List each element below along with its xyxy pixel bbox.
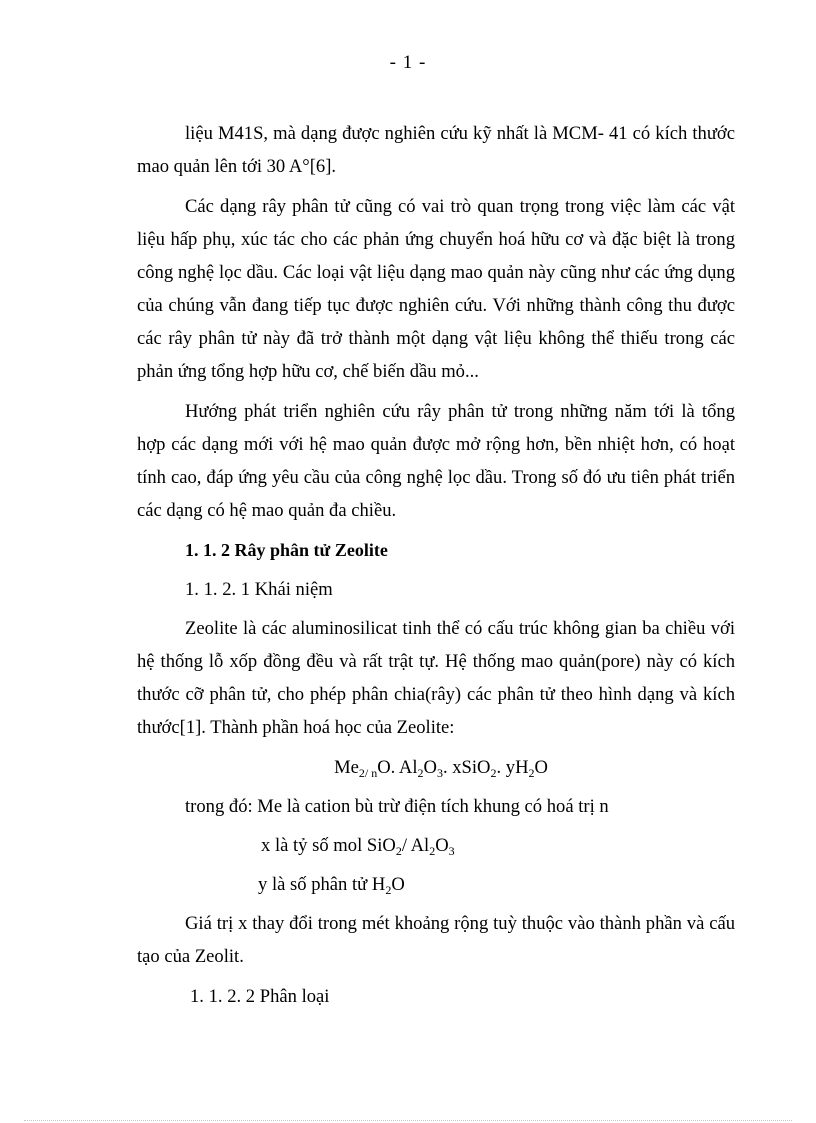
paragraph-development: Hướng phát triển nghiên cứu rây phân tử trong những năm tới là tổng hợp các dạng mới với hệ mao quản được mở rộng hơn, bền nhiệt hơn, có hoạt tính cao, đáp ứng yêu cầu của công nghệ lọc dầu. Trong số đó ưu tiên phát triển các dạng có hệ mao quản đa chiều. bbox=[137, 401, 735, 521]
document-body bbox=[137, 117, 735, 1013]
definition-x: x là tỷ số mol SiO$_2$/ $Al_2O_3$ bbox=[261, 835, 455, 858]
definition-me: trong đó: Me là cation bù trừ điện tích khung có hoá trị n bbox=[185, 796, 609, 817]
paragraph-zeolite-definition: Zeolite là các aluminosilicat tinh thể có cấu trúc không gian ba chiều với hệ thống lỗ xốp đồng đều và rất trật tự. Hệ thống mao quản(pore) này có kích thước cỡ phân tử, cho phép phân chia(rây) các phân tử theo hình dạng và kích thước[1]. Thành phần hoá học của Zeolite: bbox=[137, 618, 735, 738]
heading-zeolite-sieve: 1. 1. 2 Rây phân tử Zeolite bbox=[185, 540, 388, 560]
definition-y: y là số phân tử $H_2O$ bbox=[258, 874, 405, 897]
paragraph-mcm41: liệu M41S, mà dạng được nghiên cứu kỹ nhất là MCM- 41 có kích thước mao quản lên tới 30 A°[6]. bbox=[137, 123, 735, 177]
heading-concept: 1. 1. 2. 1 Khái niệm bbox=[185, 579, 333, 600]
paragraph-applications: Các dạng rây phân tử cũng có vai trò quan trọng trong việc làm các vật liệu hấp phụ, xúc tác cho các phản ứng chuyển hoá hữu cơ và đặc biệt là trong công nghệ lọc dầu. Các loại vật liệu dạng mao quản này cũng như các ứng dụng của chúng vẫn đang tiếp tục được nghiên cứu. Với những thành công thu được các rây phân tử này đã trở thành một dạng vật liệu không thể thiếu trong các phản ứng tổng hợp hữu cơ, chế biến dầu mỏ... bbox=[137, 196, 735, 382]
chemical-formula: $Me_{2/ n}O$. $Al_2O_3$. xSiO$_2$. $yH_2O$ bbox=[334, 757, 548, 780]
heading-classification: 1. 1. 2. 2 Phân loại bbox=[190, 986, 330, 1007]
page-bottom-border bbox=[24, 1120, 792, 1121]
page-number: - 1 - bbox=[389, 52, 427, 73]
paragraph-x-value: Giá trị x thay đổi trong mét khoảng rộng tuỳ thuộc vào thành phần và cấu tạo của Zeolit. bbox=[137, 913, 735, 967]
